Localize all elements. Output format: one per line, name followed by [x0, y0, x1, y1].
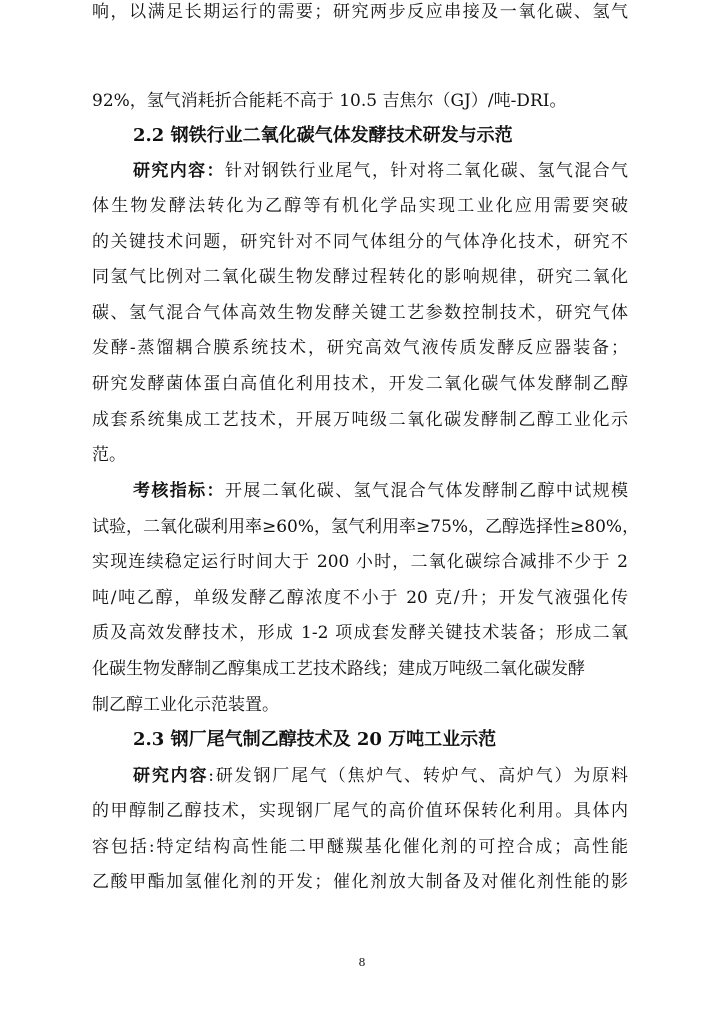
line-text: 92%，氢气消耗折合能耗不高于 10.5 吉焦尔（GJ）/吨-DRI。 — [92, 91, 567, 111]
text-line — [92, 194, 628, 218]
page-number: 8 — [358, 956, 366, 969]
line-text: 范。 — [92, 445, 126, 465]
line-text: 碳、氢气混合气体高效生物发酵关键工艺参数控制技术，研究气体 — [92, 303, 628, 323]
paragraph-label: 研究内容 — [133, 766, 209, 786]
text-line — [92, 230, 628, 254]
text-line — [92, 693, 628, 717]
text-line — [92, 336, 628, 360]
line-text: 体生物发酵法转化为乙醇等有机化学品实现工业化应用需要突破 — [92, 196, 628, 216]
line-text: 的甲醇制乙醇技术，实现钢厂尾气的高价值环保转化利用。具体内 — [92, 801, 628, 821]
text-line — [133, 479, 628, 503]
text-line — [92, 408, 628, 432]
line-text: 针对钢铁行业尾气，针对将二氧化碳、氢气混合气 — [224, 161, 629, 181]
line-text: 容包括:特定结构高性能二甲醚羰基化催化剂的可控合成；高性能 — [92, 837, 628, 857]
text-line — [92, 301, 628, 325]
line-text: 试验，二氧化碳利用率≥60%，氢气利用率≥75%，乙醇选择性≥80%， — [92, 517, 640, 537]
line-text: 制乙醇工业化示范装置。 — [92, 695, 279, 715]
text-line — [133, 159, 628, 183]
text-line — [92, 515, 640, 539]
text-line — [92, 799, 628, 823]
line-text: 同氢气比例对二氧化碳生物发酵过程转化的影响规律，研究二氧化 — [92, 267, 628, 287]
line-text: 开展二氧化碳、氢气混合气体发酵制乙醇中试规模 — [224, 481, 629, 501]
line-text: 的关键技术问题，研究针对不同气体组分的气体净化技术，研究不 — [92, 232, 628, 252]
line-text: 研究发酵菌体蛋白高值化利用技术，开发二氧化碳气体发酵制乙醇 — [92, 374, 628, 394]
line-text: 发酵-蒸馏耦合膜系统技术，研究高效气液传质发酵反应器装备； — [92, 338, 628, 358]
section-heading: 2.2 钢铁行业二氧化碳气体发酵技术研发与示范 — [133, 125, 513, 146]
text-line — [92, 89, 628, 113]
line-text: 质及高效发酵技术，形成 1-2 项成套发酵关键技术装备；形成二氧 — [92, 623, 628, 643]
line-text: 吨/吨乙醇，单级发酵乙醇浓度不小于 20 克/升；开发气液强化传 — [92, 588, 628, 608]
text-line — [92, 372, 628, 396]
line-text: :研发钢厂尾气（焦炉气、转炉气、高炉气）为原料 — [208, 766, 629, 786]
text-line — [92, 0, 628, 24]
text-line — [92, 443, 628, 467]
text-line — [92, 835, 628, 859]
text-line — [92, 657, 628, 681]
text-line — [92, 586, 628, 610]
line-text: 成套系统集成工艺技术，开展万吨级二氧化碳发酵制乙醇工业化示 — [92, 410, 628, 430]
text-line — [92, 265, 628, 289]
paragraph-label: 考核指标： — [133, 481, 225, 501]
text-line — [92, 550, 628, 574]
line-text: 响，以满足长期运行的需要；研究两步反应串接及一氧化碳、氢气 — [92, 2, 628, 22]
line-text: 乙酸甲酯加氢催化剂的开发；催化剂放大制备及对催化剂性能的影 — [92, 872, 628, 892]
text-line — [92, 621, 628, 645]
paragraph-label: 研究内容： — [133, 161, 225, 181]
line-text: 化碳生物发酵制乙醇集成工艺技术路线；建成万吨级二氧化碳发酵 — [92, 659, 585, 679]
text-line — [133, 764, 628, 788]
line-text: 实现连续稳定运行时间大于 200 小时，二氧化碳综合减排不少于 2 — [92, 552, 628, 572]
text-line — [92, 870, 628, 894]
section-heading: 2.3 钢厂尾气制乙醇技术及 20 万吨工业示范 — [133, 729, 497, 750]
